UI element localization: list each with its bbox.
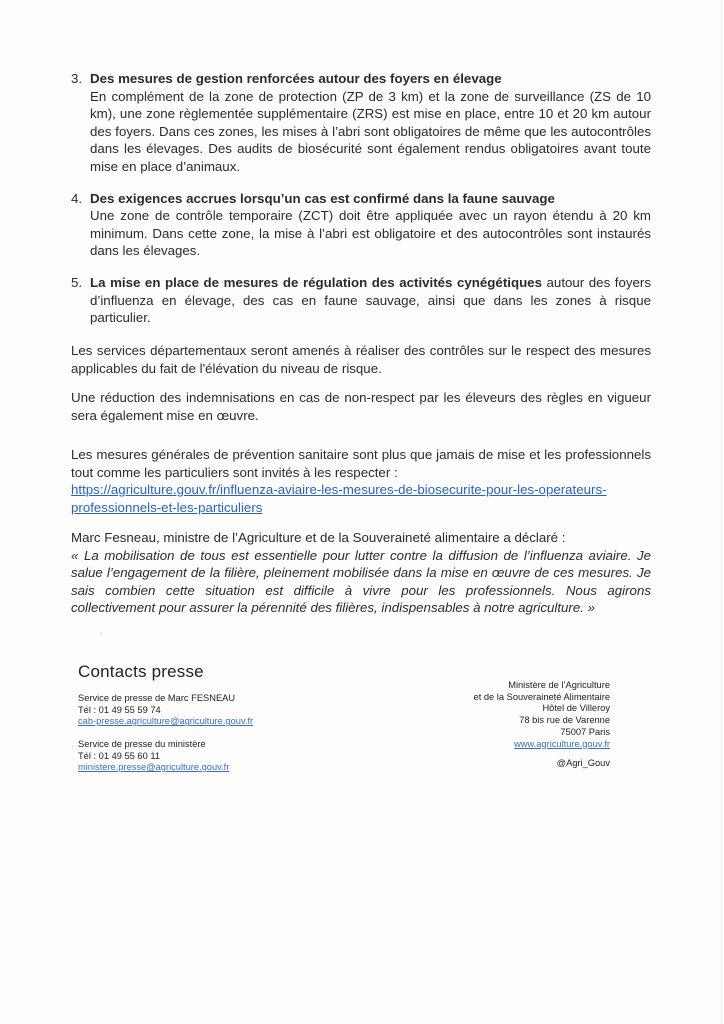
address-line: Hôtel de Villeroy xyxy=(542,703,610,714)
indemnities-paragraph: Une réduction des indemnisations en cas de non-respect par les éleveurs des règles en vigueur sera également mise en œuvre. xyxy=(71,390,651,423)
page-edge xyxy=(721,0,722,1024)
minister-quote: « La mobilisation de tous est essentielle pour lutter contre la diffusion de l’influenza aviaire. Je salue l’engagement de la filière, pleinement mobilisée dans la mise en œuvre de ces mesures. Je sais combien cette situation est difficile à vivre pour les professionnels. Nous agirons collectivement pour assurer la pérennité des filières, indispensables à notre agriculture. » xyxy=(71,547,651,616)
contact-email-link[interactable]: ministere.presse@agriculture.gouv.fr xyxy=(78,762,230,773)
measure-item xyxy=(71,274,651,327)
controls-paragraph: Les services départementaux seront amenés à réaliser des contrôles sur le respect des mesures applicables du fait de l'élévation du niveau de risque. xyxy=(71,343,651,376)
contact-phone: Tél : 01 49 55 59 74 xyxy=(78,704,161,715)
measure-item xyxy=(71,70,651,176)
minister-statement xyxy=(71,529,651,617)
twitter-handle[interactable]: @Agri_Gouv xyxy=(556,758,610,769)
prevention-paragraph xyxy=(71,446,651,516)
address-line: 78 bis rue de Varenne xyxy=(519,715,610,726)
contact-email-link[interactable]: cab-presse.agriculture@agriculture.gouv.fr xyxy=(78,716,254,727)
measure-title: La mise en place de mesures de régulation des activités cynégétiques xyxy=(90,274,542,290)
ministry-address xyxy=(474,680,610,770)
contact-block xyxy=(78,739,229,774)
address-line: Ministère de l’Agriculture xyxy=(508,680,610,690)
contact-name: Service de presse de Marc FESNEAU xyxy=(78,693,236,703)
contact-name: Service de presse du ministère xyxy=(78,739,206,749)
address-line: 75007 Paris xyxy=(560,726,610,737)
measure-body: En complément de la zone de protection (ZP de 3 km) et la zone de surveillance (ZS de 10 km), une zone règlementée supplémentaire (ZRS) est mise en place, entre 10 et 20 km autour des foyers. Dans ces zones, les mises à l’abri sont obligatoires de même que les autocontrôles dans les élevages. Des audits de biosécurité sont également rendus obligatoires avant toute mise en place d’animaux. xyxy=(90,88,651,174)
measures-list xyxy=(71,70,651,327)
contact-phone: Tél : 01 49 55 60 11 xyxy=(78,750,161,761)
measure-item xyxy=(71,190,651,260)
prevention-text: Les mesures générales de prévention sanitaire sont plus que jamais de mise et les professionnels tout comme les particuliers sont invités à les respecter : xyxy=(71,447,651,480)
measure-title: Des mesures de gestion renforcées autour des foyers en élevage xyxy=(90,71,502,86)
minister-intro: Marc Fesneau, ministre de l’Agriculture et de la Souveraineté alimentaire a déclaré : xyxy=(71,530,566,545)
measure-body: Une zone de contrôle temporaire (ZCT) doit être appliquée avec un rayon étendu à 20 km minimum. Dans cette zone, la mise à l’abri est obligatoire et des autocontrôles sont instaurés dans les élevages. xyxy=(90,208,651,259)
measure-number: 3. xyxy=(71,71,83,86)
measure-number: 5. xyxy=(71,274,83,290)
contacts-title: Contacts presse xyxy=(78,662,204,681)
measure-title: Des exigences accrues lorsqu’un cas est confirmé dans la faune sauvage xyxy=(90,190,555,206)
contact-block xyxy=(78,693,253,728)
biosecurity-link[interactable]: https://agriculture.gouv.fr/influenza-aviaire-les-mesures-de-biosecurite-pour-les-operateurs-professionnels-et-les-particuliers xyxy=(71,482,607,515)
scan-mark xyxy=(101,632,102,635)
measure-body: autour des foyers d’influenza en élevage, des cas en faune sauvage, ainsi que dans les zones à risque particulier. xyxy=(90,274,651,326)
measure-number: 4. xyxy=(71,190,83,206)
address-line: et de la Souveraineté Alimentaire xyxy=(473,691,610,702)
website-link[interactable]: www.agriculture.gouv.fr xyxy=(514,738,610,749)
